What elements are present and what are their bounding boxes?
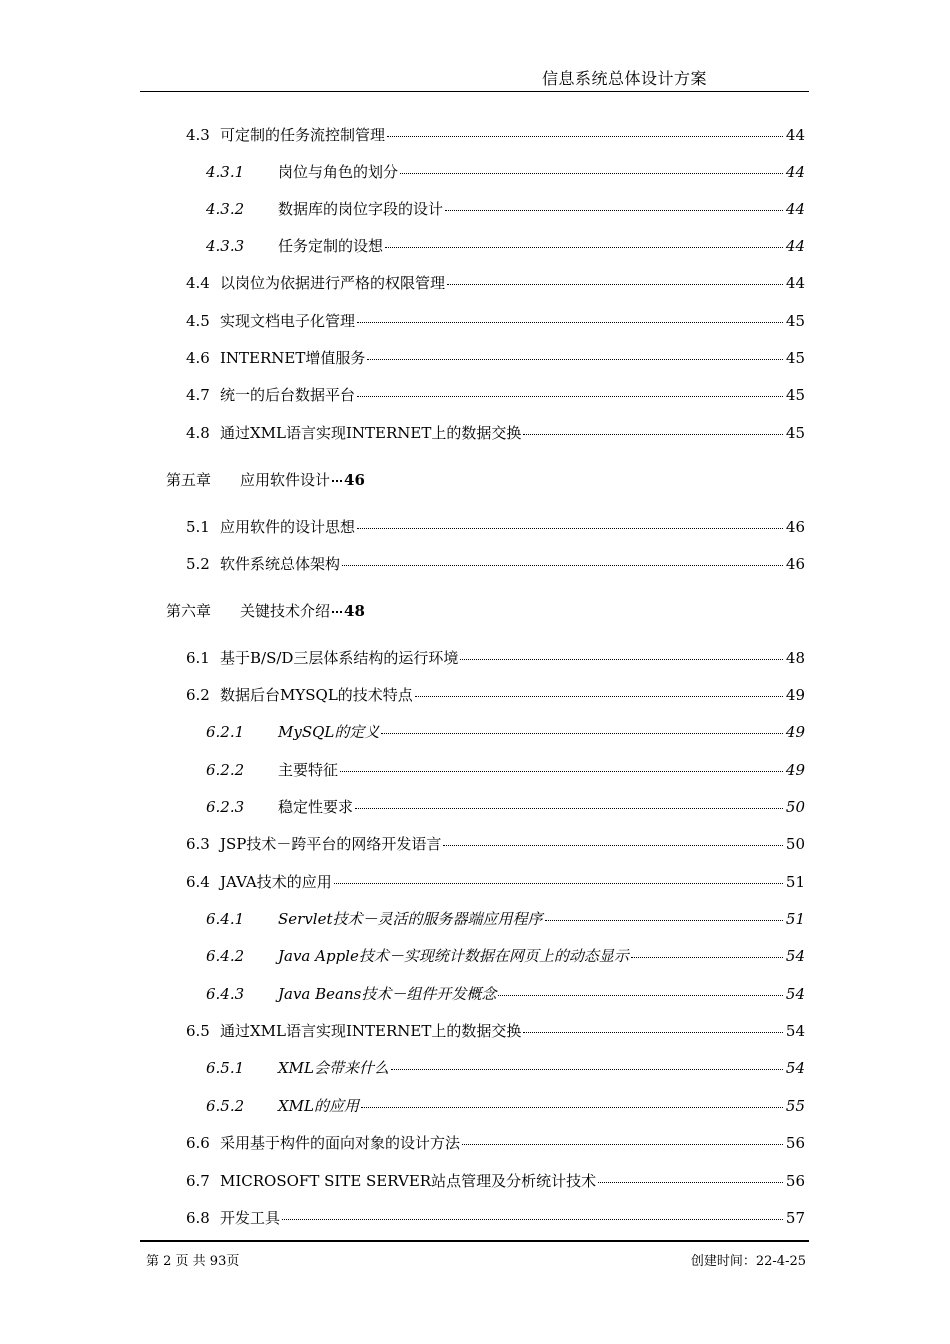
toc-entry-title: 软件系统总体架构 <box>220 555 341 573</box>
header-title: 信息系统总体设计方案 <box>541 69 707 88</box>
toc-entry-number: 4.4 <box>186 274 210 292</box>
footer-rule <box>140 1240 809 1242</box>
toc-entry-number: 6.4.3 <box>206 985 245 1003</box>
toc-entry-title: 开发工具 <box>220 1209 281 1227</box>
toc-dot-leader <box>462 1144 783 1145</box>
footer-page-info: 第 2 页 共 93页 <box>146 1254 240 1269</box>
toc-entry-title: 通过XML语言实现INTERNET上的数据交换 <box>220 424 522 442</box>
toc-entry-number: 4.7 <box>186 386 210 404</box>
toc-dot-leader <box>631 957 783 958</box>
toc-dot-leader <box>355 808 783 809</box>
toc-entry[interactable] <box>186 384 805 406</box>
toc-entry-number: 6.8 <box>186 1209 210 1227</box>
toc-entry[interactable] <box>186 422 805 444</box>
toc-entry-title: 任务定制的设想 <box>278 237 384 255</box>
toc-dot-leader <box>385 247 783 248</box>
toc-entry[interactable] <box>206 759 805 781</box>
toc-entry-title: Java Beans技术－组件开发概念 <box>278 985 497 1003</box>
toc-dot-leader <box>334 883 783 884</box>
toc-entry-number: 6.6 <box>186 1134 210 1152</box>
toc-entry-page: 54 <box>785 1022 805 1040</box>
toc-entry-page: 50 <box>785 835 805 853</box>
toc-entry-title: 数据库的岗位字段的设计 <box>278 200 444 218</box>
toc-entry-page: 55 <box>785 1097 805 1115</box>
toc-entry[interactable] <box>186 516 805 538</box>
toc-dot-leader <box>391 1069 783 1070</box>
toc-dot-leader <box>498 995 783 996</box>
toc-dot-leader <box>367 359 783 360</box>
toc-entry[interactable] <box>186 347 805 369</box>
toc-entry-page: 48 <box>785 649 805 667</box>
toc-entry-page: 44 <box>785 126 805 144</box>
toc-entry-page: 49 <box>785 761 805 779</box>
toc-entry-number: 4.3.2 <box>206 200 245 218</box>
toc-entry-title: XML会带来什么 <box>278 1059 389 1077</box>
toc-entry-title: 统一的后台数据平台 <box>220 386 356 404</box>
toc-entry-title: INTERNET增值服务 <box>220 349 366 367</box>
toc-entry-title: Servlet技术－灵活的服务器端应用程序 <box>278 910 543 928</box>
toc-entry[interactable] <box>186 833 805 855</box>
toc-entry-number: 6.5.2 <box>206 1097 245 1115</box>
toc-entry-page: 46 <box>344 471 365 489</box>
toc-dot-leader <box>332 480 342 482</box>
toc-entry-page: 45 <box>785 349 805 367</box>
toc-entry[interactable] <box>186 647 805 669</box>
toc-entry[interactable] <box>206 1057 805 1079</box>
toc-entry-title: 实现文档电子化管理 <box>220 312 356 330</box>
toc-entry[interactable] <box>186 871 805 893</box>
toc-dot-leader <box>447 284 783 285</box>
toc-entry-number: 6.2.2 <box>206 761 245 779</box>
toc-entry-page: 56 <box>785 1134 805 1152</box>
toc-entry-number: 5.2 <box>186 555 210 573</box>
toc-entry-title: 关键技术介绍 <box>240 602 331 620</box>
toc-dot-leader <box>598 1182 783 1183</box>
toc-entry-title: 岗位与角色的划分 <box>278 163 399 181</box>
toc-dot-leader <box>357 528 783 529</box>
toc-dot-leader <box>415 696 783 697</box>
toc-entry-page: 48 <box>344 602 365 620</box>
toc-entry-number: 6.1 <box>186 649 210 667</box>
toc-entry-number: 4.6 <box>186 349 210 367</box>
toc-entry[interactable] <box>206 908 805 930</box>
toc-entry-page: 57 <box>785 1209 805 1227</box>
toc-chapter-entry[interactable] <box>166 469 365 491</box>
toc-entry[interactable] <box>186 1132 805 1154</box>
toc-dot-leader <box>361 1107 783 1108</box>
toc-entry-title: JSP技术－跨平台的网络开发语言 <box>220 835 442 853</box>
toc-dot-leader <box>342 565 783 566</box>
toc-entry[interactable] <box>206 721 805 743</box>
toc-dot-leader <box>332 611 342 613</box>
toc-entry-page: 51 <box>785 910 805 928</box>
toc-dot-leader <box>523 434 783 435</box>
toc-entry-number: 4.3.3 <box>206 237 245 255</box>
toc-entry-page: 45 <box>785 312 805 330</box>
toc-entry-title: 可定制的任务流控制管理 <box>220 126 386 144</box>
toc-entry-number: 5.1 <box>186 518 210 536</box>
toc-entry-title: 稳定性要求 <box>278 798 354 816</box>
toc-entry-page: 44 <box>785 237 805 255</box>
toc-dot-leader <box>545 920 783 921</box>
toc-entry[interactable] <box>186 553 805 575</box>
toc-entry-number: 6.2.1 <box>206 723 245 741</box>
toc-dot-leader <box>523 1032 783 1033</box>
toc-dot-leader <box>387 136 783 137</box>
toc-entry-number: 6.5.1 <box>206 1059 245 1077</box>
toc-entry-number: 4.8 <box>186 424 210 442</box>
header-rule <box>140 91 809 92</box>
toc-entry-page: 44 <box>785 274 805 292</box>
toc-entry[interactable] <box>186 684 805 706</box>
toc-entry-title: MySQL的定义 <box>278 723 380 741</box>
toc-entry[interactable] <box>186 124 805 146</box>
toc-entry-page: 45 <box>785 386 805 404</box>
toc-dot-leader <box>282 1219 783 1220</box>
toc-dot-leader <box>400 173 783 174</box>
toc-entry-page: 49 <box>785 723 805 741</box>
toc-entry-number: 4.3.1 <box>206 163 245 181</box>
toc-entry-title: 通过XML语言实现INTERNET上的数据交换 <box>220 1022 522 1040</box>
toc-dot-leader <box>445 210 783 211</box>
toc-entry-title: MICROSOFT SITE SERVER站点管理及分析统计技术 <box>220 1172 597 1190</box>
toc-entry[interactable] <box>206 198 805 220</box>
toc-entry[interactable] <box>186 1170 805 1192</box>
toc-entry-page: 44 <box>785 200 805 218</box>
toc-entry-number: 4.3 <box>186 126 210 144</box>
toc-entry-title: XML的应用 <box>278 1097 359 1115</box>
toc-entry[interactable] <box>186 310 805 332</box>
toc-dot-leader <box>357 396 783 397</box>
toc-dot-leader <box>381 733 783 734</box>
footer-created-date: 创建时间：22-4-25 <box>690 1254 806 1269</box>
toc-entry[interactable] <box>206 945 805 967</box>
toc-entry[interactable] <box>206 796 805 818</box>
toc-dot-leader <box>340 771 783 772</box>
toc-entry[interactable] <box>186 272 805 294</box>
toc-entry-title: 基于B/S/D三层体系结构的运行环境 <box>220 649 459 667</box>
toc-entry-number: 6.4.1 <box>206 910 245 928</box>
toc-entry[interactable] <box>206 161 805 183</box>
toc-entry[interactable] <box>206 983 805 1005</box>
toc-entry-title: 应用软件设计 <box>240 471 331 489</box>
toc-entry-title: 数据后台MYSQL的技术特点 <box>220 686 413 704</box>
toc-entry-page: 49 <box>785 686 805 704</box>
toc-chapter-entry[interactable] <box>166 600 365 622</box>
toc-entry-page: 46 <box>785 555 805 573</box>
toc-entry-number: 4.5 <box>186 312 210 330</box>
toc-entry-title: 采用基于构件的面向对象的设计方法 <box>220 1134 461 1152</box>
toc-entry-page: 50 <box>785 798 805 816</box>
toc-entry-number: 6.5 <box>186 1022 210 1040</box>
toc-entry-page: 51 <box>785 873 805 891</box>
toc-entry-title: Java Apple技术－实现统计数据在网页上的动态显示 <box>278 947 629 965</box>
toc-entry[interactable] <box>186 1207 805 1229</box>
toc-entry-number: 6.4.2 <box>206 947 245 965</box>
toc-entry-number: 6.7 <box>186 1172 210 1190</box>
toc-entry-title: 主要特征 <box>278 761 339 779</box>
toc-entry-page: 56 <box>785 1172 805 1190</box>
toc-entry-title: JAVA技术的应用 <box>220 873 332 891</box>
toc-entry-title: 应用软件的设计思想 <box>220 518 356 536</box>
toc-entry[interactable] <box>206 235 805 257</box>
toc-entry[interactable] <box>186 1020 805 1042</box>
toc-dot-leader <box>443 845 783 846</box>
toc-entry-page: 46 <box>785 518 805 536</box>
toc-entry-number: 6.2.3 <box>206 798 245 816</box>
toc-entry-number: 6.3 <box>186 835 210 853</box>
toc-entry-number: 6.2 <box>186 686 210 704</box>
toc-entry-page: 54 <box>785 1059 805 1077</box>
toc-entry-number: 6.4 <box>186 873 210 891</box>
toc-entry-number: 第六章 <box>166 602 212 620</box>
toc-entry[interactable] <box>206 1095 805 1117</box>
toc-dot-leader <box>357 322 783 323</box>
toc-dot-leader <box>460 659 783 660</box>
toc-entry-title: 以岗位为依据进行严格的权限管理 <box>220 274 446 292</box>
toc-entry-number: 第五章 <box>166 471 212 489</box>
toc-entry-page: 44 <box>785 163 805 181</box>
toc-entry-page: 45 <box>785 424 805 442</box>
toc-entry-page: 54 <box>785 985 805 1003</box>
toc-entry-page: 54 <box>785 947 805 965</box>
